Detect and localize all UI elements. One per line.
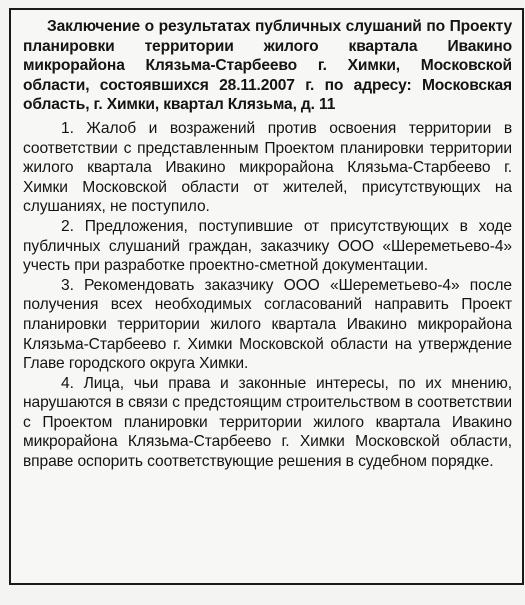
notice-title: Заключение о результатах публичных слушаний по Проекту планировки территории жилого квартала Ивакино микрорайона Клязьма-Старбеево г. Химки, Московской области, состоявшихся 28.11.2007 г. по адресу: Московская область, г. Химки, квартал Клязьма, д. 11	[23, 18, 512, 114]
paragraph-4: 4. Лица, чьи права и законные интересы, по их мнению, нарушаются в связи с предстоящим строительством в соответствии с Проектом планировки территории жилого квартала Ивакино микрорайона Клязьма-Старбеево г. Химки Московской области, вправе оспорить соответствующие решения в судебном порядке.	[23, 374, 512, 471]
notice-frame	[9, 8, 524, 585]
paragraph-3: 3. Рекомендовать заказчику ООО «Шереметьево-4» после получения всех необходимых согласований направить Проект планировки территории жилого квартала Ивакино микрорайона Клязьма-Старбеево г. Химки Московской области на утверждение Главе городского округа Химки.	[23, 276, 512, 373]
paragraph-2: 2. Предложения, поступившие от присутствующих в ходе публичных слушаний граждан, заказчику ООО «Шереметьево-4» учесть при разработке проектно-сметной документации.	[23, 217, 512, 275]
paragraph-1: 1. Жалоб и возражений против освоения территории в соответствии с представленным Проектом планировки территории жилого квартала Ивакино микрорайона Клязьма-Старбеево г. Химки Московской области от жителей, присутствующих на слушаниях, не поступило.	[23, 119, 512, 216]
